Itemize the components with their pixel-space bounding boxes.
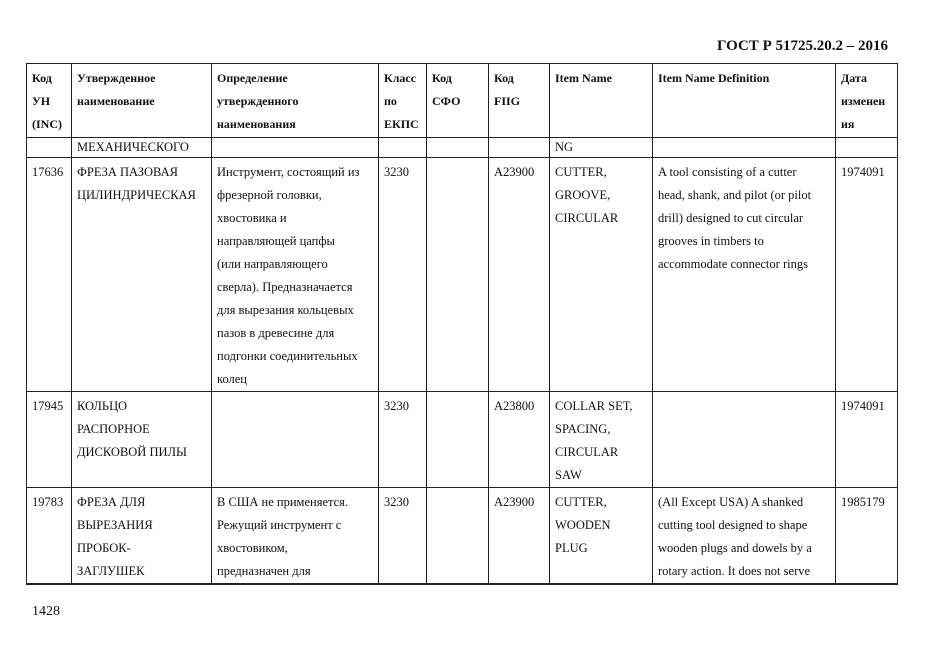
col-header-class xyxy=(379,64,427,138)
cell-text-line: 3230 xyxy=(384,399,409,413)
cell-text-line: РАСПОРНОЕ xyxy=(77,422,150,436)
header-text-line: Класс xyxy=(384,71,417,85)
cell-text-line: COLLAR SET, xyxy=(555,399,633,413)
item-definition-cell xyxy=(653,488,836,585)
date-cell xyxy=(836,488,898,585)
cell-text-line: SPACING, xyxy=(555,422,611,436)
cell-text-line: CIRCULAR xyxy=(555,445,619,459)
cell-text-line: 1985179 xyxy=(841,495,885,509)
name-cell xyxy=(72,488,212,585)
header-text-line: (INC) xyxy=(32,117,62,131)
cell-text-line: МЕХАНИЧЕСКОГО xyxy=(77,140,189,154)
name-cell xyxy=(72,138,212,158)
date-cell xyxy=(836,158,898,392)
cell-text-line: Инструмент, состоящий из xyxy=(217,165,360,179)
header-text-line: по xyxy=(384,94,397,108)
cell-text-line: 3230 xyxy=(384,165,409,179)
sfo-cell xyxy=(427,158,489,392)
fiig-cell xyxy=(489,392,550,488)
cell-text-line: ФРЕЗА ПАЗОВАЯ xyxy=(77,165,178,179)
cell-text-line: drill) designed to cut circular xyxy=(658,211,804,225)
date-cell xyxy=(836,392,898,488)
header-text-line: Код xyxy=(32,71,52,85)
header-text-line: ия xyxy=(841,117,855,131)
cell-text-line: A tool consisting of a cutter xyxy=(658,165,797,179)
code-cell xyxy=(27,138,72,158)
header-text-line: Дата xyxy=(841,71,867,85)
definition-cell xyxy=(212,138,379,158)
cell-text-line: A23800 xyxy=(494,399,535,413)
cell-text-line: cutting tool designed to shape xyxy=(658,518,808,532)
item-definition-cell xyxy=(653,158,836,392)
cell-text-line: CIRCULAR xyxy=(555,211,619,225)
cell-text-line: A23900 xyxy=(494,165,535,179)
cell-text-line: WOODEN xyxy=(555,518,611,532)
cell-text-line: accommodate connector rings xyxy=(658,257,808,271)
cell-text-line: 1974091 xyxy=(841,399,885,413)
header-text-line: Код xyxy=(494,71,514,85)
header-text-line: Item Name Definition xyxy=(658,71,770,85)
cell-text-line: CUTTER, xyxy=(555,495,607,509)
cell-text-line: фрезерной головки, xyxy=(217,188,322,202)
cell-text-line: NG xyxy=(555,140,574,154)
definition-cell xyxy=(212,158,379,392)
cell-text-line: В США не применяется. xyxy=(217,495,349,509)
item-name-cell xyxy=(550,158,653,392)
header-row xyxy=(27,64,898,138)
cell-text-line: хвостовика и xyxy=(217,211,287,225)
cell-text-line: CUTTER, xyxy=(555,165,607,179)
item-name-cell xyxy=(550,392,653,488)
col-header-name xyxy=(72,64,212,138)
table-row xyxy=(27,158,898,392)
cell-text-line: подгонки соединительных xyxy=(217,349,358,363)
cell-text-line: rotary action. It does not serve xyxy=(658,564,811,578)
date-cell xyxy=(836,138,898,158)
definition-cell xyxy=(212,392,379,488)
cell-text-line: предназначен для xyxy=(217,564,311,578)
col-header-sfo xyxy=(427,64,489,138)
col-header-code xyxy=(27,64,72,138)
table-row xyxy=(27,392,898,488)
code-cell xyxy=(27,392,72,488)
cell-text-line: GROOVE, xyxy=(555,188,611,202)
fiig-cell xyxy=(489,488,550,585)
cell-text-line: 19783 xyxy=(32,495,64,509)
code-cell xyxy=(27,158,72,392)
cell-text-line: сверла). Предназначается xyxy=(217,280,353,294)
col-header-definition xyxy=(212,64,379,138)
header-text-line: изменен xyxy=(841,94,886,108)
cell-text-line: пазов в древесине для xyxy=(217,326,335,340)
item-name-cell xyxy=(550,488,653,585)
page-number: 1428 xyxy=(32,604,60,619)
cell-text-line: для вырезания кольцевых xyxy=(217,303,354,317)
cell-text-line: head, shank, and pilot (or pilot xyxy=(658,188,812,202)
header-text-line: Определение xyxy=(217,71,288,85)
col-header-fiig xyxy=(489,64,550,138)
class-cell xyxy=(379,158,427,392)
class-cell xyxy=(379,488,427,585)
cell-text-line: PLUG xyxy=(555,541,588,555)
cell-text-line: направляющей цапфы xyxy=(217,234,335,248)
header-text-line: ЕКПС xyxy=(384,117,419,131)
cell-text-line: хвостовиком, xyxy=(217,541,288,555)
header-text-line: наименование xyxy=(77,94,155,108)
item-name-cell xyxy=(550,138,653,158)
cell-text-line: 3230 xyxy=(384,495,409,509)
definition-cell xyxy=(212,488,379,585)
table-row xyxy=(27,138,898,158)
cell-text-line: 1974091 xyxy=(841,165,885,179)
col-header-item-definition xyxy=(653,64,836,138)
cell-text-line: ДИСКОВОЙ ПИЛЫ xyxy=(77,445,187,459)
fiig-cell xyxy=(489,138,550,158)
name-cell xyxy=(72,158,212,392)
header-text-line: Код xyxy=(432,71,452,85)
cell-text-line: 17945 xyxy=(32,399,64,413)
code-cell xyxy=(27,488,72,585)
document-id: ГОСТ Р 51725.20.2 – 2016 xyxy=(716,38,888,54)
catalog-table xyxy=(26,63,898,585)
header-text-line: УН xyxy=(32,94,51,108)
sfo-cell xyxy=(427,488,489,585)
header-text-line: Утвержденное xyxy=(77,71,156,85)
header-text-line: наименования xyxy=(217,117,296,131)
cell-text-line: SAW xyxy=(555,468,582,482)
cell-text-line: Режущий инструмент с xyxy=(217,518,342,532)
cell-text-line: wooden plugs and dowels by a xyxy=(658,541,812,555)
cell-text-line: 17636 xyxy=(32,165,64,179)
item-definition-cell xyxy=(653,138,836,158)
header-text-line: Item Name xyxy=(555,71,612,85)
name-cell xyxy=(72,392,212,488)
cell-text-line: КОЛЬЦО xyxy=(77,399,127,413)
cell-text-line: grooves in timbers to xyxy=(658,234,764,248)
sfo-cell xyxy=(427,392,489,488)
cell-text-line: (или направляющего xyxy=(217,257,328,271)
class-cell xyxy=(379,392,427,488)
class-cell xyxy=(379,138,427,158)
fiig-cell xyxy=(489,158,550,392)
header-text-line: СФО xyxy=(432,94,461,108)
cell-text-line: ВЫРЕЗАНИЯ xyxy=(77,518,153,532)
cell-text-line: ЦИЛИНДРИЧЕСКАЯ xyxy=(77,188,196,202)
cell-text-line: ФРЕЗА ДЛЯ xyxy=(77,495,146,509)
col-header-date xyxy=(836,64,898,138)
cell-text-line: (All Except USA) A shanked xyxy=(658,495,804,509)
cell-text-line: ЗАГЛУШЕК xyxy=(77,564,145,578)
item-definition-cell xyxy=(653,392,836,488)
table-row xyxy=(27,488,898,585)
cell-text-line: колец xyxy=(217,372,247,386)
sfo-cell xyxy=(427,138,489,158)
cell-text-line: ПРОБОК- xyxy=(77,541,131,555)
header-text-line: FIIG xyxy=(494,94,521,108)
col-header-item-name xyxy=(550,64,653,138)
cell-text-line: A23900 xyxy=(494,495,535,509)
header-text-line: утвержденного xyxy=(217,94,299,108)
